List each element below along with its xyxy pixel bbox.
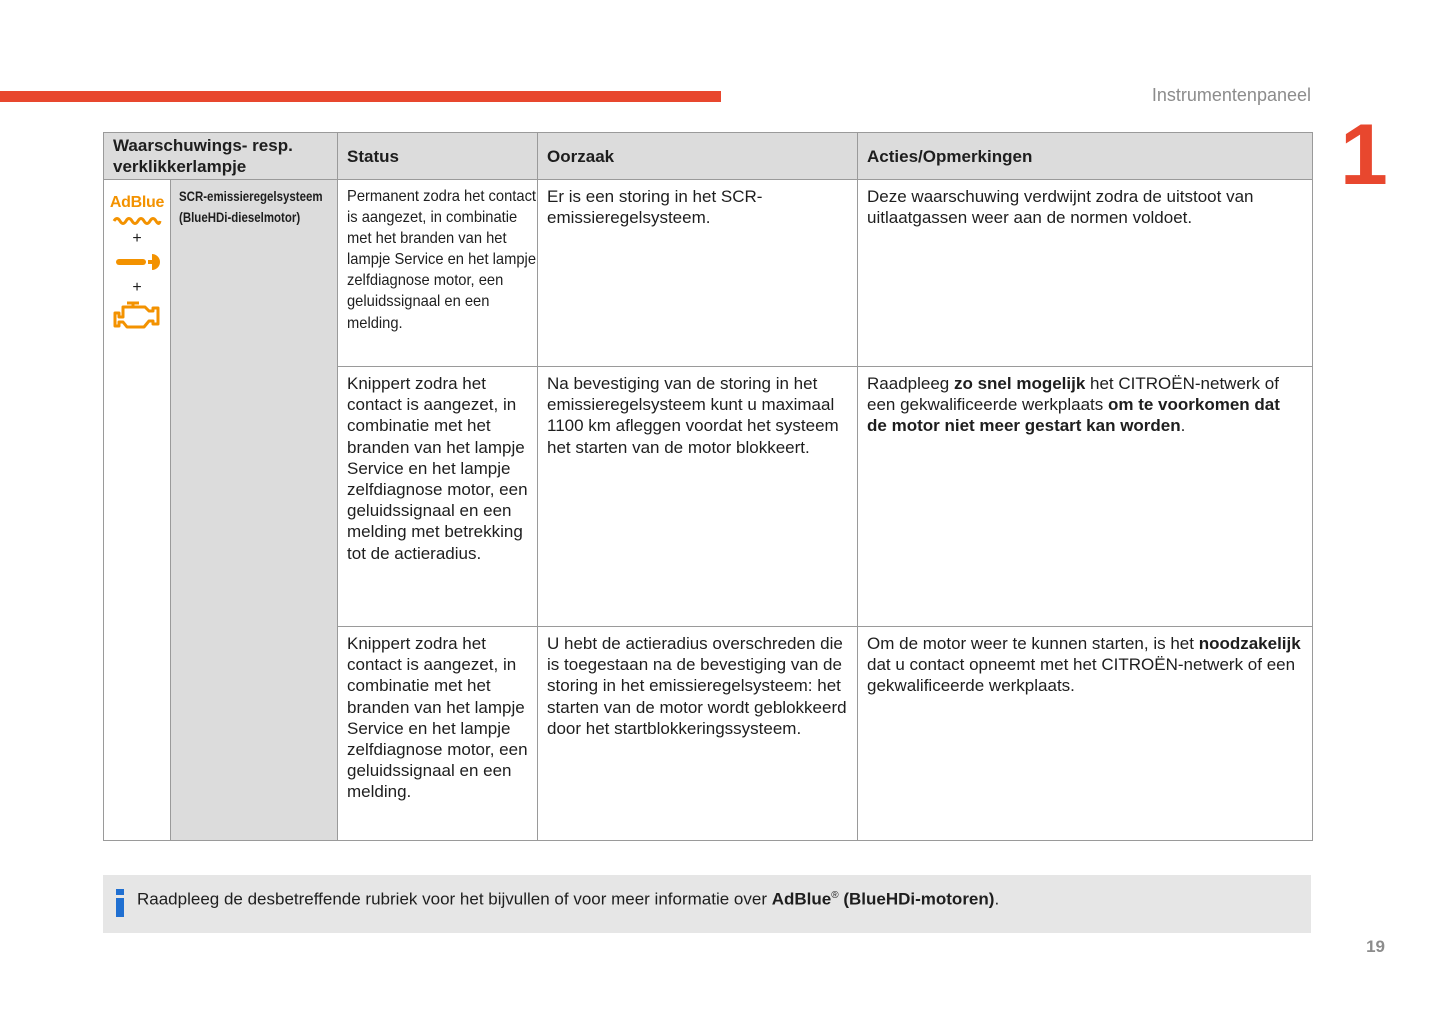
lamp-name-line2: (BlueHDi-dieselmotor): [179, 209, 301, 225]
adblue-icon: AdBlue: [104, 194, 170, 230]
header-status: Status: [338, 133, 538, 180]
emphasis: zo snel mogelijk: [953, 374, 1086, 393]
actions-cell: Om de motor weer te kunnen starten, is het noodzakelijk dat u contact opneemt met het CITROËN-netwerk of een gekwalificeerde werkplaats.: [858, 627, 1313, 841]
cause-cell: Na bevestiging van de storing in het emissieregelsysteem kunt u maximaal 1100 km afleggen voordat het systeem het starten van de motor blokkeert.: [538, 367, 858, 627]
status-cell: Knippert zodra het contact is aangezet, in combinatie met het branden van het lampje Service en het lampje zelfdiagnose motor, een geluidssignaal en een melding met betrekking tot de actieradius.: [338, 367, 538, 627]
wrench-icon: [104, 253, 170, 276]
plus-sign: +: [132, 279, 142, 296]
warning-lamp-table: [103, 132, 1313, 841]
header-lamp: Waarschuwings- resp. verklikkerlampje: [104, 133, 338, 180]
lamp-name-cell: [171, 180, 338, 841]
table-header-row: [104, 133, 1313, 180]
status-cell: Knippert zodra het contact is aangezet, in combinatie met het branden van het lampje Service en het lampje zelfdiagnose motor, een geluidssignaal en een melding.: [338, 627, 538, 841]
plus-sign: +: [132, 230, 142, 247]
status-cell: Permanent zodra het contact is aangezet, in combinatie met het branden van het lampje Service en het lampje zelfdiagnose motor, een geluidssignaal en een melding.: [338, 180, 538, 367]
header-actions: Acties/Opmerkingen: [858, 133, 1313, 180]
cause-cell: U hebt de actieradius overschreden die is toegestaan na de bevestiging van de storing in het emissieregelsysteem: het starten van de motor wordt geblokkeerd door het startblokkeringssysteem.: [538, 627, 858, 841]
section-title: Instrumentenpaneel: [1151, 85, 1311, 105]
table-row: [104, 180, 1313, 367]
header-accent-bar: [0, 91, 721, 102]
page-number: 19: [1366, 937, 1385, 956]
lamp-name-line1: SCR-emissieregelsysteem: [179, 188, 323, 204]
actions-cell: Raadpleeg zo snel mogelijk het CITROËN-netwerk of een gekwalificeerde werkplaats om te voorkomen dat de motor niet meer gestart kan worden.: [858, 367, 1313, 627]
header-cause: Oorzaak: [538, 133, 858, 180]
emphasis: noodzakelijk: [1198, 634, 1301, 653]
engine-check-icon: [104, 299, 170, 338]
chapter-number: 1: [1340, 107, 1388, 203]
emphasis: om te voorkomen dat de motor niet meer gestart kan worden: [867, 395, 1280, 436]
actions-cell: Deze waarschuwing verdwijnt zodra de uitstoot van uitlaatgassen weer aan de normen voldoet.: [858, 180, 1313, 367]
cause-cell: Er is een storing in het SCR-emissieregelsysteem.: [538, 180, 858, 367]
info-note: [103, 875, 1311, 933]
info-text: Raadpleeg de desbetreffende rubriek voor het bijvullen of voor meer informatie over AdBlue® (BlueHDi-motoren).: [137, 889, 1000, 909]
lamp-icons-cell: [104, 180, 171, 841]
info-icon: [115, 889, 125, 917]
